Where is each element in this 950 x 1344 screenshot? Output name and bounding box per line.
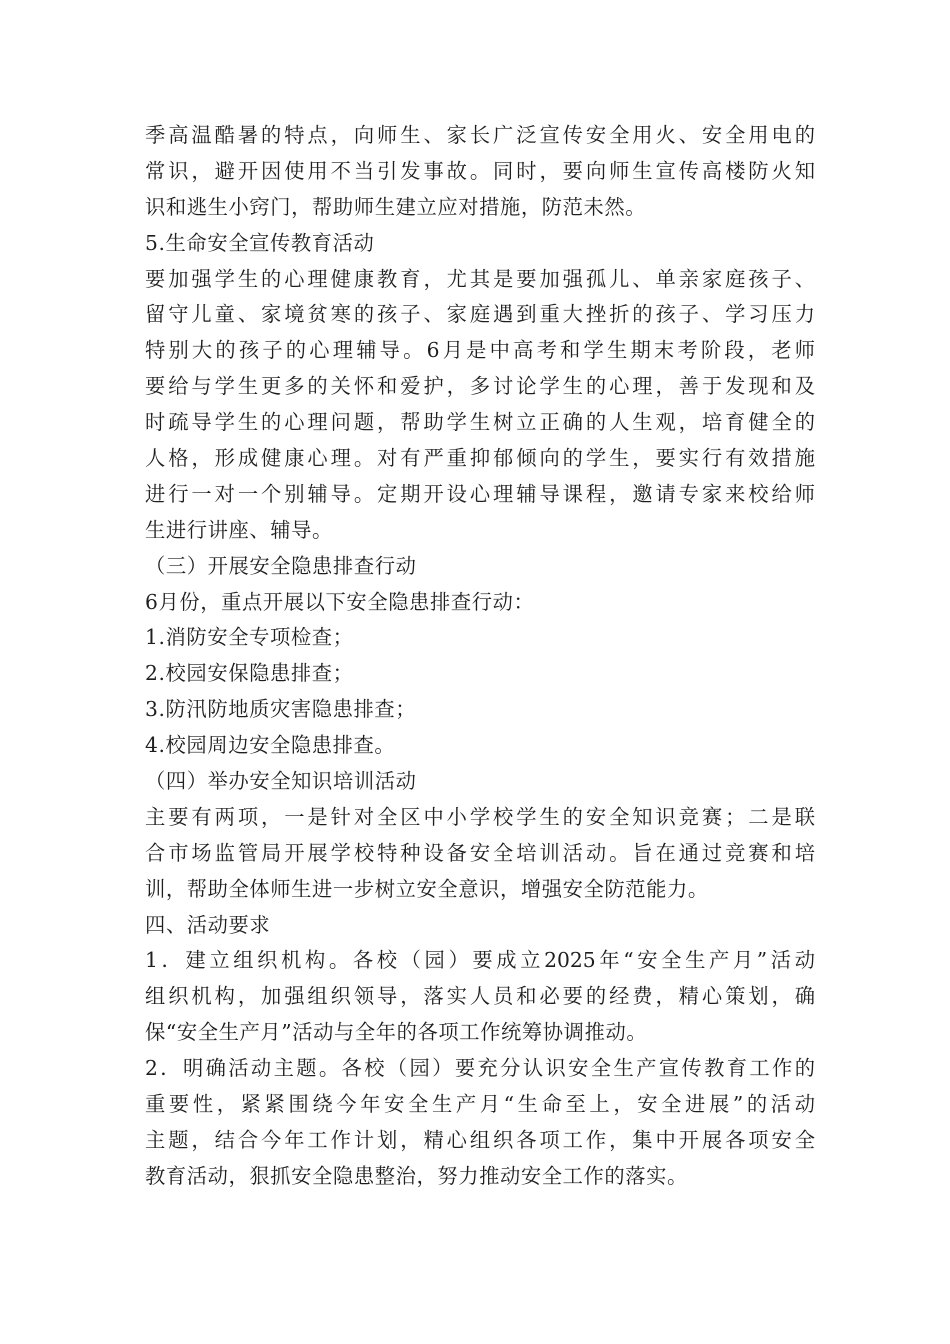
text-line: （三）开展安全隐患排查行动 <box>145 553 417 578</box>
text-line: 主题，结合今年工作计划，精心组织各项工作，集中开展各项安全 <box>145 1127 815 1152</box>
text-line: 2．明确活动主题。各校（园）要充分认识安全生产宣传教育工作的 <box>145 1056 815 1081</box>
text-line: 季高温酷暑的特点，向师生、家长广泛宣传安全用火、安全用电的 <box>145 123 815 147</box>
text-line: 四、活动要求 <box>145 912 271 937</box>
text-line: 重要性，紧紧围绕今年安全生产月“生命至上，安全进展”的活动 <box>145 1092 815 1117</box>
text-line: 6月份，重点开展以下安全隐患排查行动： <box>145 589 535 614</box>
text-line: 5.生命安全宣传教育活动 <box>145 230 375 255</box>
text-line: 2.校园安保隐患排查； <box>145 661 354 686</box>
text-line: 4.校园周边安全隐患排查。 <box>145 733 396 758</box>
text-line: 3.防汛防地质灾害隐患排查； <box>145 697 417 722</box>
text-line: 进行一对一个别辅导。定期开设心理辅导课程，邀请专家来校给师 <box>145 481 815 506</box>
text-line: 教育活动，狠抓安全隐患整治，努力推动安全工作的落实。 <box>145 1163 688 1188</box>
text-line: （四）举办安全知识培训活动 <box>145 769 417 794</box>
text-line: 组织机构，加强组织领导，落实人员和必要的经费，精心策划，确 <box>145 984 815 1009</box>
document-body <box>145 118 815 1195</box>
text-line: 生进行讲座、辅导。 <box>145 517 333 542</box>
text-line: 时疏导学生的心理问题，帮助学生树立正确的人生观，培育健全的 <box>145 410 815 435</box>
text-line: 特别大的孩子的心理辅导。6月是中高考和学生期末考阶段，老师 <box>145 338 815 363</box>
text-line: 主要有两项，一是针对全区中小学校学生的安全知识竞赛；二是联 <box>145 804 815 829</box>
text-line: 要加强学生的心理健康教育，尤其是要加强孤儿、单亲家庭孩子、 <box>145 266 815 291</box>
text-line: 要给与学生更多的关怀和爱护，多讨论学生的心理，善于发现和及 <box>145 374 815 399</box>
text-line: 常识，避开因使用不当引发事故。同时，要向师生宣传高楼防火知 <box>145 158 815 183</box>
text-line: 保“安全生产月”活动与全年的各项工作统筹协调推动。 <box>145 1020 648 1045</box>
text-line: 留守儿童、家境贫寒的孩子、家庭遇到重大挫折的孩子、学习压力 <box>145 302 815 327</box>
text-line: 训，帮助全体师生进一步树立安全意识，增强安全防范能力。 <box>145 876 709 901</box>
text-line: 1．建立组织机构。各校（园）要成立2025年“安全生产月”活动 <box>145 948 815 973</box>
text-line: 1.消防安全专项检查； <box>145 625 354 650</box>
text-line: 合市场监管局开展学校特种设备安全培训活动。旨在通过竞赛和培 <box>145 840 815 865</box>
text-line: 识和逃生小窍门，帮助师生建立应对措施，防范未然。 <box>145 194 647 219</box>
text-line: 人格，形成健康心理。对有严重抑郁倾向的学生，要实行有效措施 <box>145 446 815 471</box>
